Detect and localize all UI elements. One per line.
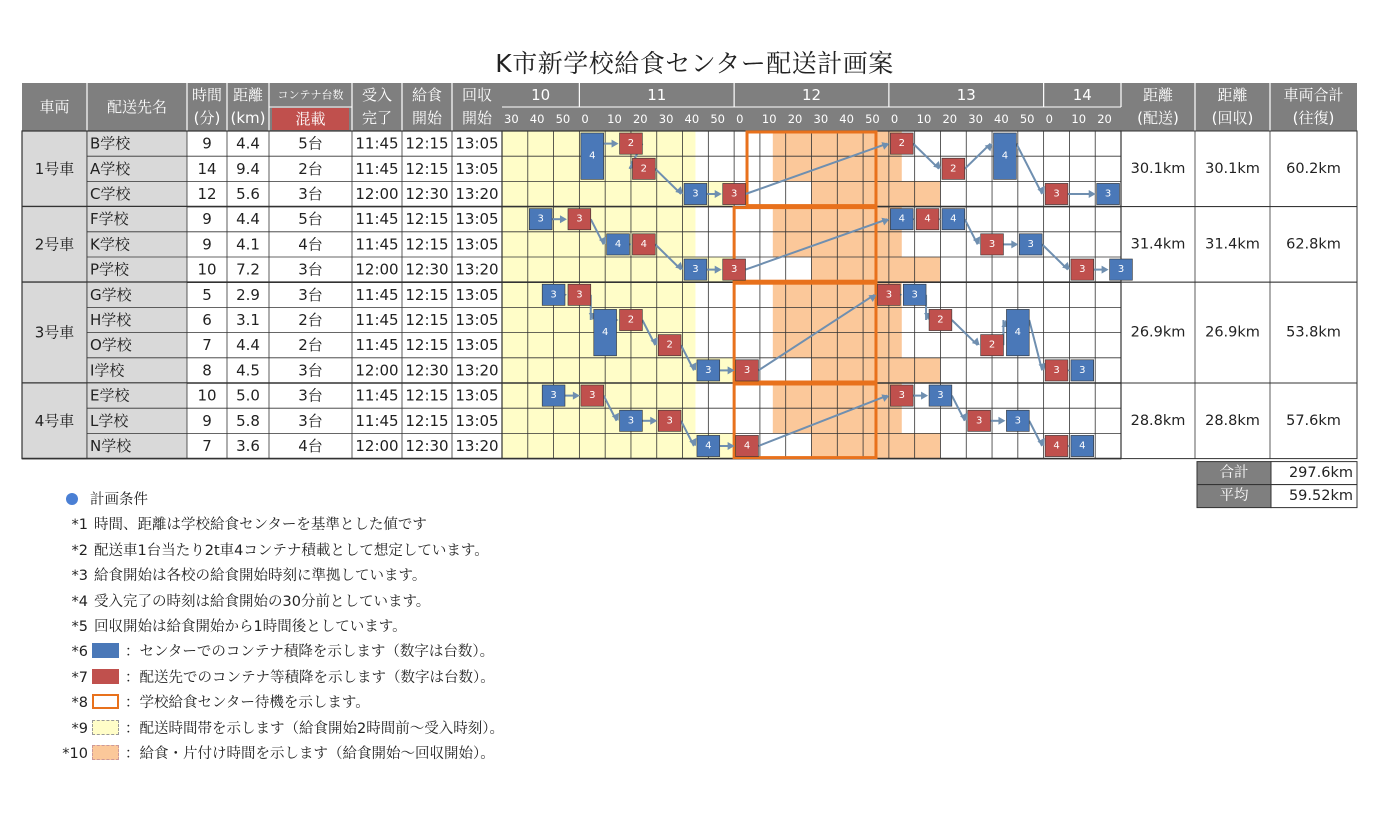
cell-dist: 4.1 (236, 235, 260, 254)
header-minute: 20 (632, 112, 648, 126)
cell-containers: 3台 (298, 285, 323, 304)
legend-note-text: ：配送先でのコンテナ等積降を示します（数字は台数）。 (125, 669, 495, 686)
header-minute: 0 (581, 112, 589, 126)
legend-note-number: *8 (71, 695, 88, 712)
cell-collect: 13:05 (455, 336, 499, 355)
cell-time: 9 (202, 411, 212, 430)
legend-heading: 計画条件 (90, 492, 148, 508)
container-count: 2 (627, 314, 635, 326)
container-count: 4 (1014, 327, 1022, 339)
school-name: K学校 (90, 235, 130, 254)
cell-time: 5 (202, 285, 212, 304)
container-count: 3 (1079, 364, 1086, 376)
cell-receive: 11:45 (355, 159, 399, 178)
school-name: G学校 (90, 285, 132, 304)
cell-time: 8 (202, 361, 212, 380)
school-name: N学校 (90, 437, 132, 455)
cell-lunch: 12:15 (405, 235, 449, 254)
cell-collect: 13:05 (455, 285, 499, 304)
container-count: 4 (1053, 440, 1060, 452)
cell-collect: 13:20 (455, 437, 499, 455)
legend-note-text: 時間、距離は学校給食センターを基準とした値です (94, 517, 427, 534)
sum-value: 297.6km (1288, 465, 1353, 482)
cell-collect: 13:05 (455, 235, 499, 254)
header-collect-2: 開始 (461, 109, 493, 127)
cell-lunch: 12:15 (405, 134, 449, 153)
cell-receive: 12:00 (355, 361, 399, 380)
container-count: 3 (898, 390, 905, 402)
header-minute: 20 (1097, 112, 1112, 126)
cell-dist: 2.9 (236, 285, 260, 304)
header-distance-unit: (km) (230, 109, 266, 127)
yellow-swatch-icon (92, 720, 119, 735)
legend-note (50, 717, 504, 742)
container-count: 2 (640, 163, 648, 175)
summary-dist-delivery: 28.8km (1130, 412, 1186, 429)
cell-time: 9 (202, 210, 212, 229)
cell-containers: 2台 (298, 336, 323, 355)
summary-dist-delivery: 30.1km (1130, 160, 1186, 177)
header-receive-2: 完了 (361, 109, 393, 127)
legend-heading-row (50, 488, 504, 513)
header-minute: 50 (710, 112, 725, 126)
summary-dist-collect: 28.8km (1205, 412, 1260, 429)
header-minute: 0 (890, 112, 899, 126)
sum-label: 合計 (1219, 465, 1249, 482)
header-lunch: 給食 (411, 86, 443, 104)
summary-dist-delivery: 31.4km (1130, 236, 1186, 253)
header-minute: 0 (1045, 112, 1053, 126)
container-count: 2 (898, 138, 905, 150)
header-minute: 30 (968, 112, 983, 126)
avg-label: 平均 (1219, 488, 1249, 505)
container-count: 3 (1053, 364, 1060, 376)
container-count: 4 (601, 327, 609, 339)
container-count: 3 (550, 289, 557, 301)
route-arrow-head (998, 417, 1005, 425)
legend-note-number: *1 (71, 517, 88, 534)
legend-note (50, 539, 504, 564)
container-count: 3 (730, 188, 738, 200)
header-minute: 10 (916, 112, 932, 126)
container-count: 4 (614, 238, 622, 250)
container-count: 3 (937, 390, 944, 402)
cell-dist: 4.4 (236, 210, 260, 229)
school-name: F学校 (90, 210, 129, 229)
route-arrow (1029, 320, 1042, 370)
container-count: 3 (1117, 264, 1125, 276)
legend (50, 488, 504, 767)
cell-lunch: 12:30 (405, 437, 449, 455)
cell-dist: 4.5 (236, 361, 260, 380)
container-count: 4 (589, 150, 596, 162)
header-minute: 0 (736, 112, 744, 126)
vehicle-name: 4号車 (34, 411, 75, 430)
route-arrow-head (921, 392, 928, 400)
header-collect: 回収 (461, 86, 493, 104)
cell-receive: 11:45 (355, 235, 399, 254)
school-name: P学校 (90, 260, 130, 279)
cell-receive: 12:00 (355, 260, 399, 279)
header-vehicle: 車両 (39, 98, 70, 116)
legend-note-number: *4 (71, 593, 88, 610)
container-count: 3 (692, 264, 699, 276)
cell-receive: 12:00 (355, 185, 399, 203)
orange-outline-swatch-icon (92, 694, 119, 709)
container-count: 3 (988, 238, 996, 250)
school-name: O学校 (90, 336, 132, 355)
container-count: 3 (730, 264, 738, 276)
container-count: 4 (950, 213, 957, 225)
cell-dist: 5.6 (236, 185, 260, 203)
header-minute: 10 (1071, 112, 1087, 126)
container-count: 2 (937, 314, 944, 326)
cell-collect: 13:20 (455, 185, 499, 203)
legend-note-text: ：学校給食センター待機を示します。 (125, 695, 370, 712)
summary-total: 57.6km (1286, 412, 1341, 429)
cell-receive: 12:00 (355, 437, 399, 455)
header-dist-delivery-2: (配送) (1137, 109, 1179, 127)
container-count: 3 (576, 289, 583, 301)
cell-receive: 11:45 (355, 134, 399, 153)
legend-note-text: 受入完了の時刻は給食開始の30分前としています。 (94, 593, 431, 610)
container-count: 2 (950, 163, 957, 175)
container-count: 3 (692, 188, 699, 200)
header-minute: 20 (787, 112, 803, 126)
legend-note (50, 564, 504, 589)
cell-time: 14 (197, 159, 217, 178)
header-distance: 距離 (232, 86, 264, 104)
container-count: 4 (924, 213, 931, 225)
summary-total: 53.8km (1286, 324, 1341, 341)
legend-note-text: 給食開始は各校の給食開始時刻に準拠しています。 (94, 568, 427, 585)
avg-value: 59.52km (1288, 488, 1353, 505)
container-count: 3 (576, 213, 583, 225)
header-hour: 13 (956, 86, 976, 104)
container-count: 3 (975, 415, 983, 427)
cell-receive: 11:45 (355, 386, 399, 405)
cell-collect: 13:05 (455, 386, 499, 405)
cell-containers: 2台 (298, 159, 323, 178)
summary-dist-collect: 26.9km (1205, 324, 1260, 341)
route-arrow-head (1089, 190, 1096, 198)
cell-containers: 3台 (298, 260, 323, 279)
header-time-unit: (分) (193, 109, 221, 127)
cell-containers: 3台 (298, 185, 323, 203)
legend-note-text: ：センターでのコンテナ積降を示します（数字は台数）。 (125, 644, 495, 661)
cell-time: 9 (202, 235, 212, 254)
cell-collect: 13:05 (455, 134, 499, 153)
legend-note (50, 513, 504, 538)
header-dist-delivery: 距離 (1142, 86, 1174, 104)
header-hour: 14 (1072, 86, 1092, 104)
container-count: 4 (898, 213, 905, 225)
header-hour: 11 (647, 86, 667, 104)
summary-total: 62.8km (1286, 236, 1341, 253)
legend-note-number: *3 (71, 568, 88, 585)
container-count: 4 (640, 238, 648, 250)
header-minute: 50 (555, 112, 571, 126)
legend-note-text: ：配送時間帯を示します（給食開始2時間前～受入時刻）。 (125, 720, 504, 737)
school-name: B学校 (90, 134, 131, 153)
header-minute: 40 (529, 112, 545, 126)
peach-swatch-icon (92, 745, 119, 760)
cell-receive: 11:45 (355, 285, 399, 304)
cell-lunch: 12:15 (405, 311, 449, 329)
header-hour: 10 (531, 86, 551, 104)
cell-dist: 3.1 (236, 311, 260, 329)
header-minute: 40 (839, 112, 854, 126)
cell-collect: 13:20 (455, 361, 499, 380)
cell-lunch: 12:30 (405, 260, 449, 279)
header-minute: 50 (865, 112, 880, 126)
container-count: 4 (1079, 440, 1086, 452)
cell-collect: 13:05 (455, 210, 499, 229)
legend-note (50, 590, 504, 615)
school-name: I学校 (90, 361, 125, 380)
vehicle-name: 1号車 (34, 159, 75, 178)
container-count: 3 (743, 364, 751, 376)
container-count: 4 (705, 440, 712, 452)
school-name: A学校 (90, 159, 131, 178)
cell-containers: 3台 (298, 386, 323, 405)
header-minute: 10 (607, 112, 622, 126)
cell-lunch: 12:15 (405, 411, 449, 430)
vehicle-name: 3号車 (34, 323, 75, 342)
cell-time: 9 (202, 134, 212, 153)
cell-dist: 5.0 (236, 386, 260, 405)
legend-note-number: *2 (71, 542, 88, 559)
header-mixed-load: 混載 (295, 110, 326, 128)
header-minute: 50 (1019, 112, 1035, 126)
legend-note-number: *10 (62, 745, 88, 762)
container-count: 3 (1027, 238, 1034, 250)
cell-time: 10 (197, 260, 217, 279)
cell-lunch: 12:15 (405, 285, 449, 304)
header-minute: 40 (994, 112, 1009, 126)
header-time: 時間 (191, 86, 223, 104)
legend-note-number: *9 (71, 720, 88, 737)
school-name: E学校 (90, 386, 130, 405)
legend-note-text: ：給食・片付け時間を示します（給食開始～回収開始）。 (125, 745, 495, 762)
cell-time: 7 (202, 437, 212, 455)
cell-time: 6 (202, 311, 212, 329)
cell-collect: 13:05 (455, 159, 499, 178)
header-vehicle-total: 車両合計 (1283, 86, 1344, 104)
legend-note (50, 691, 504, 716)
cell-receive: 11:45 (355, 210, 399, 229)
school-name: C学校 (90, 185, 131, 203)
cell-time: 10 (197, 386, 217, 405)
container-count: 3 (1053, 188, 1060, 200)
summary-dist-delivery: 26.9km (1130, 324, 1186, 341)
route-arrow-head (1102, 266, 1109, 274)
cell-lunch: 12:30 (405, 185, 449, 203)
legend-note (50, 640, 504, 665)
cell-containers: 5台 (298, 210, 323, 229)
red-swatch-icon (92, 669, 119, 684)
legend-note (50, 742, 504, 767)
container-count: 3 (627, 415, 635, 427)
header-lunch-2: 開始 (411, 109, 443, 127)
container-count: 3 (911, 289, 918, 301)
legend-note (50, 666, 504, 691)
school-name: L学校 (90, 411, 129, 430)
cell-collect: 13:05 (455, 411, 499, 430)
container-count: 3 (885, 289, 893, 301)
vehicle-name: 2号車 (34, 235, 75, 254)
legend-note-number: *6 (71, 644, 88, 661)
cell-containers: 5台 (298, 134, 323, 153)
container-count: 2 (627, 138, 635, 150)
container-count: 3 (589, 390, 596, 402)
cell-lunch: 12:30 (405, 361, 449, 380)
header-minute: 30 (658, 112, 674, 126)
cell-lunch: 12:15 (405, 386, 449, 405)
header-minute: 10 (761, 112, 777, 126)
cell-dist: 7.2 (236, 260, 260, 279)
delivery-window-band (502, 282, 695, 307)
container-count: 2 (988, 339, 996, 351)
cell-dist: 4.4 (236, 134, 260, 153)
cell-dist: 5.8 (236, 411, 260, 430)
header-minute: 30 (813, 112, 829, 126)
cell-containers: 3台 (298, 411, 323, 430)
cell-containers: 3台 (298, 361, 323, 380)
legend-note (50, 615, 504, 640)
blue-swatch-icon (92, 643, 119, 658)
cell-dist: 4.4 (236, 336, 260, 355)
cell-dist: 3.6 (236, 437, 260, 455)
cell-containers: 4台 (298, 437, 323, 455)
cell-lunch: 12:15 (405, 159, 449, 178)
cell-lunch: 12:15 (405, 336, 449, 355)
container-count: 4 (743, 440, 751, 452)
cell-lunch: 12:15 (405, 210, 449, 229)
header-receive: 受入 (361, 86, 393, 104)
container-count: 3 (550, 390, 557, 402)
container-count: 3 (1104, 188, 1112, 200)
legend-notes (50, 513, 504, 767)
cell-collect: 13:05 (455, 311, 499, 329)
container-count: 3 (705, 364, 712, 376)
header-containers: コンテナ台数 (277, 88, 344, 102)
container-count: 4 (1001, 150, 1009, 162)
container-count: 3 (537, 213, 544, 225)
summary-dist-collect: 31.4km (1205, 236, 1260, 253)
bullet-icon (66, 493, 78, 505)
legend-note-number: *5 (71, 618, 88, 635)
summary-dist-collect: 30.1km (1205, 160, 1260, 177)
cell-time: 7 (202, 336, 212, 355)
container-count: 3 (1014, 415, 1022, 427)
header-minute: 20 (942, 112, 958, 126)
header-minute: 40 (684, 112, 700, 126)
summary-total: 60.2km (1286, 160, 1341, 177)
cell-receive: 11:45 (355, 336, 399, 355)
header-dist-collect: 距離 (1217, 86, 1248, 104)
cell-time: 12 (197, 185, 217, 203)
legend-note-text: 回収開始は給食開始から1時間後としています。 (94, 618, 407, 635)
container-count: 2 (666, 339, 673, 351)
container-count: 3 (666, 415, 673, 427)
cell-containers: 2台 (298, 311, 323, 329)
route-arrow-head (1011, 240, 1018, 248)
legend-note-number: *7 (71, 669, 88, 686)
legend-note-text: 配送車1台当たり2t車4コンテナ積載として想定しています。 (94, 542, 489, 559)
cell-receive: 11:45 (355, 311, 399, 329)
header-vehicle-total-2: (往復) (1292, 109, 1335, 127)
header-dist-collect-2: (回収) (1211, 109, 1254, 127)
cell-receive: 11:45 (355, 411, 399, 430)
school-name: H学校 (90, 311, 132, 329)
cell-collect: 13:20 (455, 260, 499, 279)
container-count: 3 (1079, 264, 1086, 276)
header-hour: 12 (801, 86, 822, 104)
cell-containers: 4台 (298, 235, 323, 254)
cell-dist: 9.4 (236, 159, 260, 178)
route-arrow (1016, 144, 1042, 194)
header-destination: 配送先名 (106, 98, 168, 116)
page-title: K市新学校給食センター配送計画案 (495, 49, 894, 78)
header-minute: 30 (504, 112, 519, 126)
